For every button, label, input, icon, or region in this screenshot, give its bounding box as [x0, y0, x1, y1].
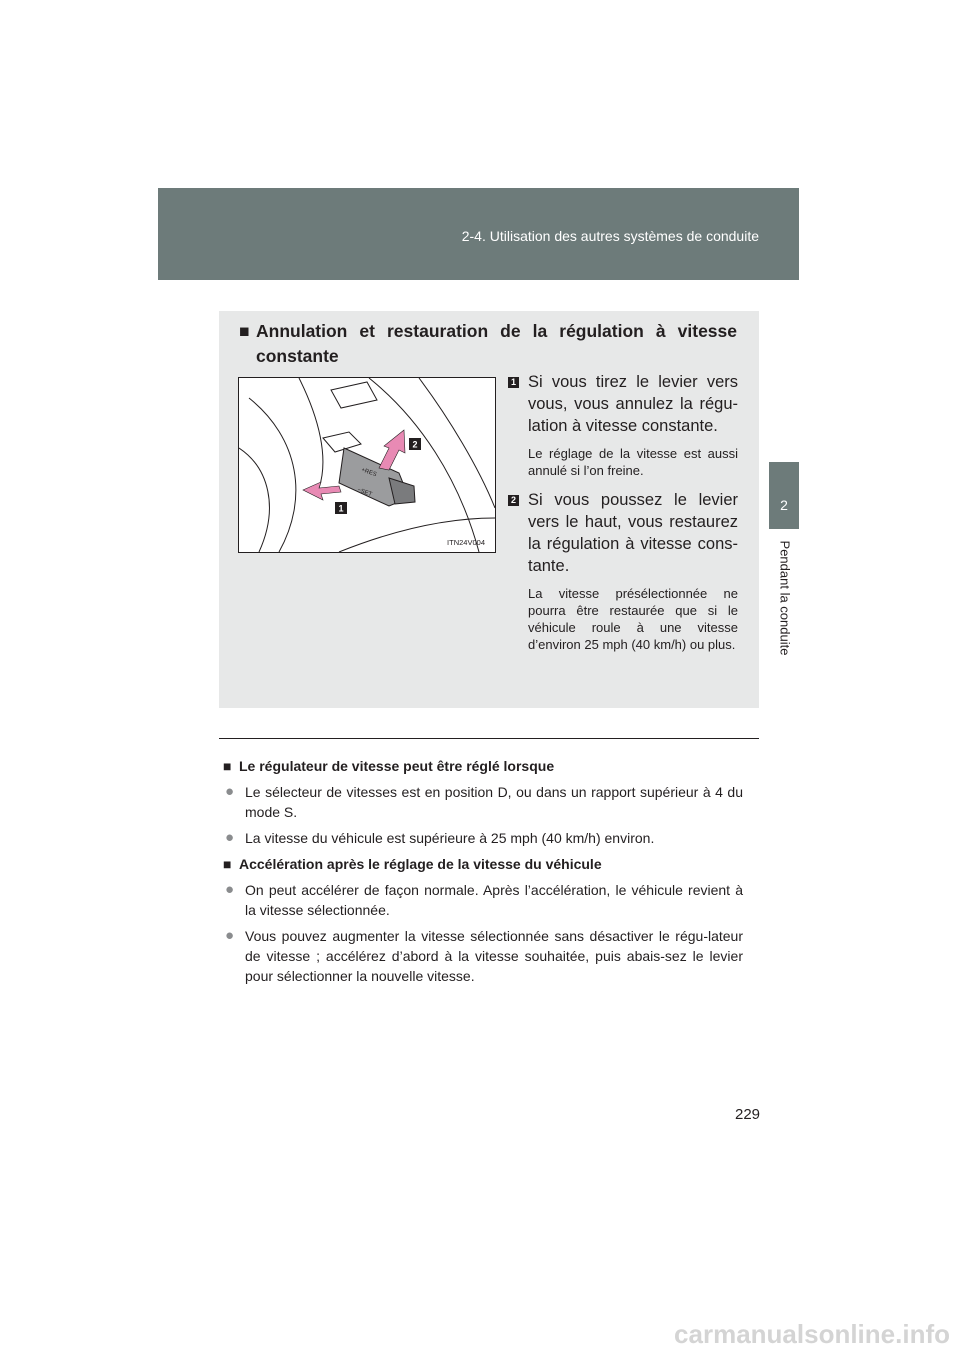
note-bullet [225, 880, 743, 920]
heading-square-icon: ■ [239, 321, 250, 341]
label-1-text: 1 [338, 503, 344, 514]
column-line-2 [239, 448, 269, 552]
note-title-1 [223, 756, 743, 776]
section-title: 2-4. Utilisation des autres systèmes de conduite [461, 228, 759, 244]
notes-section [223, 756, 743, 992]
page-number: 229 [735, 1106, 761, 1123]
svg-text:+RES: +RES [360, 467, 378, 479]
chapter-tab [769, 462, 799, 529]
svg-text:−SET: −SET [356, 487, 373, 499]
heading-line-1: Annulation et restauration de la régulation à vitesse [256, 321, 737, 341]
note-bullet [225, 782, 743, 822]
section-header-band [158, 188, 799, 280]
lever-base [323, 432, 361, 452]
note-bullet-text: Le sélecteur de vitesses est en position D, ou dans un rapport supérieur à 4 du mode S. [245, 784, 743, 820]
label-2-text: 2 [412, 439, 418, 450]
step-2-text: Si vous poussez le levier vers le haut, vous restaurez la régulation à vitesse cons-tante. [528, 491, 738, 575]
column-line-1 [249, 398, 296, 552]
note-square-icon: ■ [223, 856, 232, 872]
step-1-text: Si vous tirez le levier vers vous, vous annulez la régu-lation à vitesse constante. [528, 373, 738, 435]
push-up-arrow [379, 430, 405, 470]
note-square-icon: ■ [223, 758, 232, 774]
instruction-box [219, 311, 759, 708]
steps-list [508, 371, 738, 663]
note-bullet-text: La vitesse du véhicule est supérieure à 25 mph (40 km/h) environ. [245, 830, 655, 846]
step-2-note: La vitesse présélectionnée ne pourra être restaurée que si le véhicule roule à une vitesse d’environ 25 mph (40 km/h) ou plus. [528, 586, 738, 652]
section-divider [219, 738, 759, 739]
heading-line-2: constante [256, 346, 339, 366]
lever-stalk [339, 448, 415, 506]
step-1-note: Le réglage de la vitesse est aussi annulé si l’on freine. [528, 446, 738, 478]
note-bullet [225, 926, 743, 986]
switch-housing [331, 382, 377, 408]
bullet-dot-icon: ● [225, 783, 235, 800]
step-1-badge: 1 [508, 377, 519, 388]
pull-arrow [303, 482, 341, 500]
note-title-2-text: Accélération après le réglage de la vitesse du véhicule [239, 856, 602, 872]
note-bullet [225, 828, 743, 848]
column-line-3 [299, 378, 323, 488]
bullet-dot-icon: ● [225, 829, 235, 846]
lever-drawing [239, 378, 495, 552]
chapter-number: 2 [780, 497, 788, 513]
watermark: carmanualsonline.info [674, 1319, 950, 1349]
box-heading [239, 319, 737, 369]
column-line-5 [419, 378, 495, 508]
bullet-dot-icon: ● [225, 881, 235, 898]
bullet-dot-icon: ● [225, 927, 235, 944]
note-title-1-text: Le régulateur de vitesse peut être réglé lorsque [239, 758, 555, 774]
chapter-label: Pendant la conduite [777, 540, 793, 656]
note-bullet-text: On peut accélérer de façon normale. Après l’accélération, le véhicule revient à la vitesse sélectionnée. [245, 882, 743, 918]
note-bullet-text: Vous pouvez augmenter la vitesse sélectionnée sans désactiver le régu-lateur de vitesse ; accélérez d’abord à la vitesse souhaitée, puis abais-sez le levier pour sélectionner la nouvelle vitesse. [245, 928, 743, 984]
illustration-code: ITN24V004 [447, 538, 485, 547]
step-2-badge: 2 [508, 495, 519, 506]
cruise-lever-illustration [238, 377, 496, 553]
step-2 [508, 489, 738, 653]
step-1 [508, 371, 738, 479]
note-title-2 [223, 854, 743, 874]
